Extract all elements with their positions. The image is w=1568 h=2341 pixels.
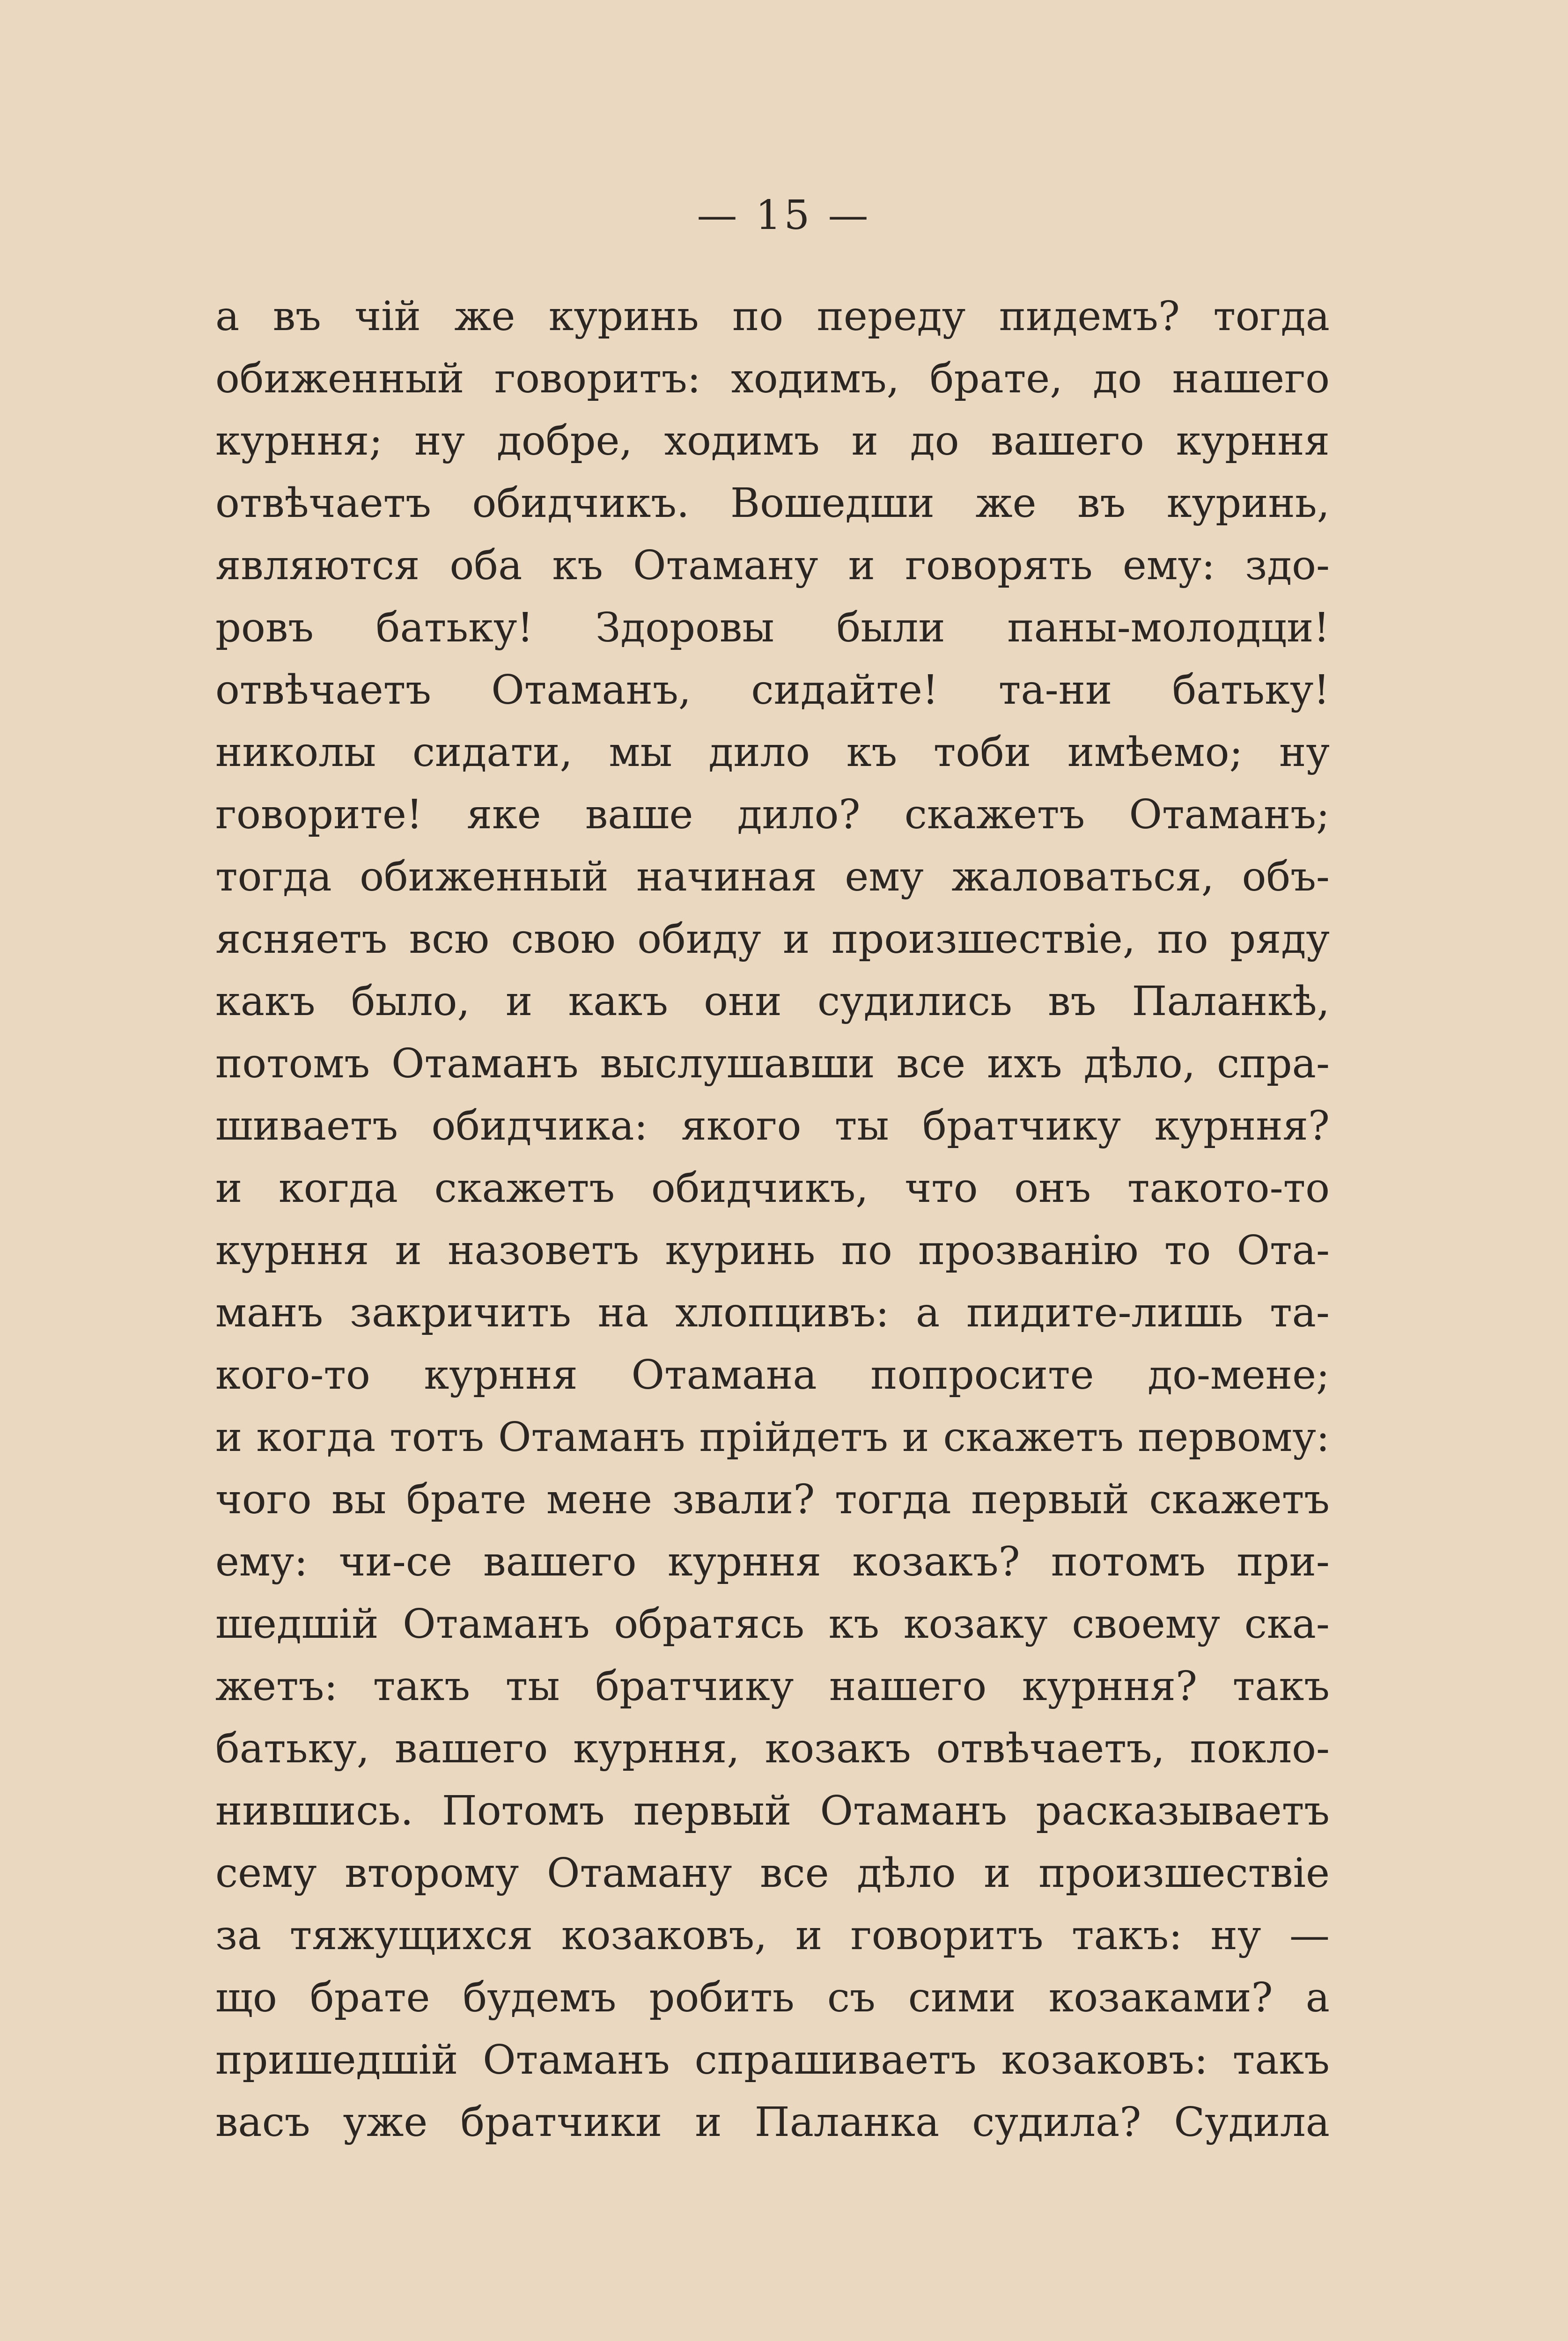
text-line: являются оба къ Отаману и говорять ему: здо- <box>215 542 1330 589</box>
text-line: николы сидати, мы дило къ тоби имѣемо; ну <box>215 729 1330 776</box>
text-line: ему: чи-се вашего курння козакъ? потомъ при- <box>215 1539 1330 1585</box>
text-line: що брате будемъ робить съ сими козаками? а <box>215 1974 1330 2021</box>
body-text <box>215 286 1330 2154</box>
text-line: сему второму Отаману все дѣло и произшествіе <box>215 1850 1330 1897</box>
text-line: какъ было, и какъ они судились въ Паланкѣ, <box>215 978 1330 1025</box>
text-line: потомъ Отаманъ выслушавши все ихъ дѣло, спра- <box>215 1040 1330 1087</box>
text-line: шедшій Отаманъ обратясь къ козаку своему ска- <box>215 1601 1330 1648</box>
text-line: батьку, вашего курння, козакъ отвѣчаетъ, покло- <box>215 1725 1330 1772</box>
page-number: — 15 — <box>697 192 871 239</box>
text-line: кого-то курння Отамана попросите до-мене; <box>215 1352 1330 1399</box>
text-line: а въ чій же куринь по переду пидемъ? тогда <box>215 293 1330 340</box>
text-line: тогда обиженный начиная ему жаловаться, объ- <box>215 854 1330 900</box>
text-line: обиженный говоритъ: ходимъ, брате, до нашего <box>215 355 1330 402</box>
text-line: курння; ну добре, ходимъ и до вашего курння <box>215 418 1330 464</box>
text-line: курння и назоветъ куринь по прозванію то Ота- <box>215 1227 1330 1274</box>
text-line: отвѣчаетъ Отаманъ, сидайте! та-ни батьку! <box>215 667 1330 714</box>
text-line: и когда тотъ Отаманъ прійдетъ и скажетъ первому: <box>215 1414 1330 1461</box>
text-line: ясняетъ всю свою обиду и произшествіе, по ряду <box>215 916 1330 963</box>
text-line: отвѣчаетъ обидчикъ. Вошедши же въ куринь, <box>215 480 1330 527</box>
text-line: манъ закричить на хлопцивъ: а пидите-лишь та- <box>215 1289 1330 1336</box>
text-line: жетъ: такъ ты братчику нашего курння? такъ <box>215 1663 1330 1710</box>
text-line: ровъ батьку! Здоровы были паны-молодци! <box>215 604 1330 651</box>
text-line: за тяжущихся козаковъ, и говоритъ такъ: ну — <box>215 1912 1330 1959</box>
text-line: шиваетъ обидчика: якого ты братчику курння? <box>215 1103 1330 1149</box>
text-line: пришедшій Отаманъ спрашиваетъ козаковъ: такъ <box>215 2037 1330 2083</box>
text-line: васъ уже братчики и Паланка судила? Судила <box>215 2099 1330 2146</box>
text-line: говорите! яке ваше дило? скажетъ Отаманъ; <box>215 791 1330 838</box>
text-line: чого вы брате мене звали? тогда первый скажетъ <box>215 1476 1330 1523</box>
text-line: и когда скажетъ обидчикъ, что онъ такото-то <box>215 1165 1330 1212</box>
text-line: нившись. Потомъ первый Отаманъ расказываетъ <box>215 1788 1330 1834</box>
